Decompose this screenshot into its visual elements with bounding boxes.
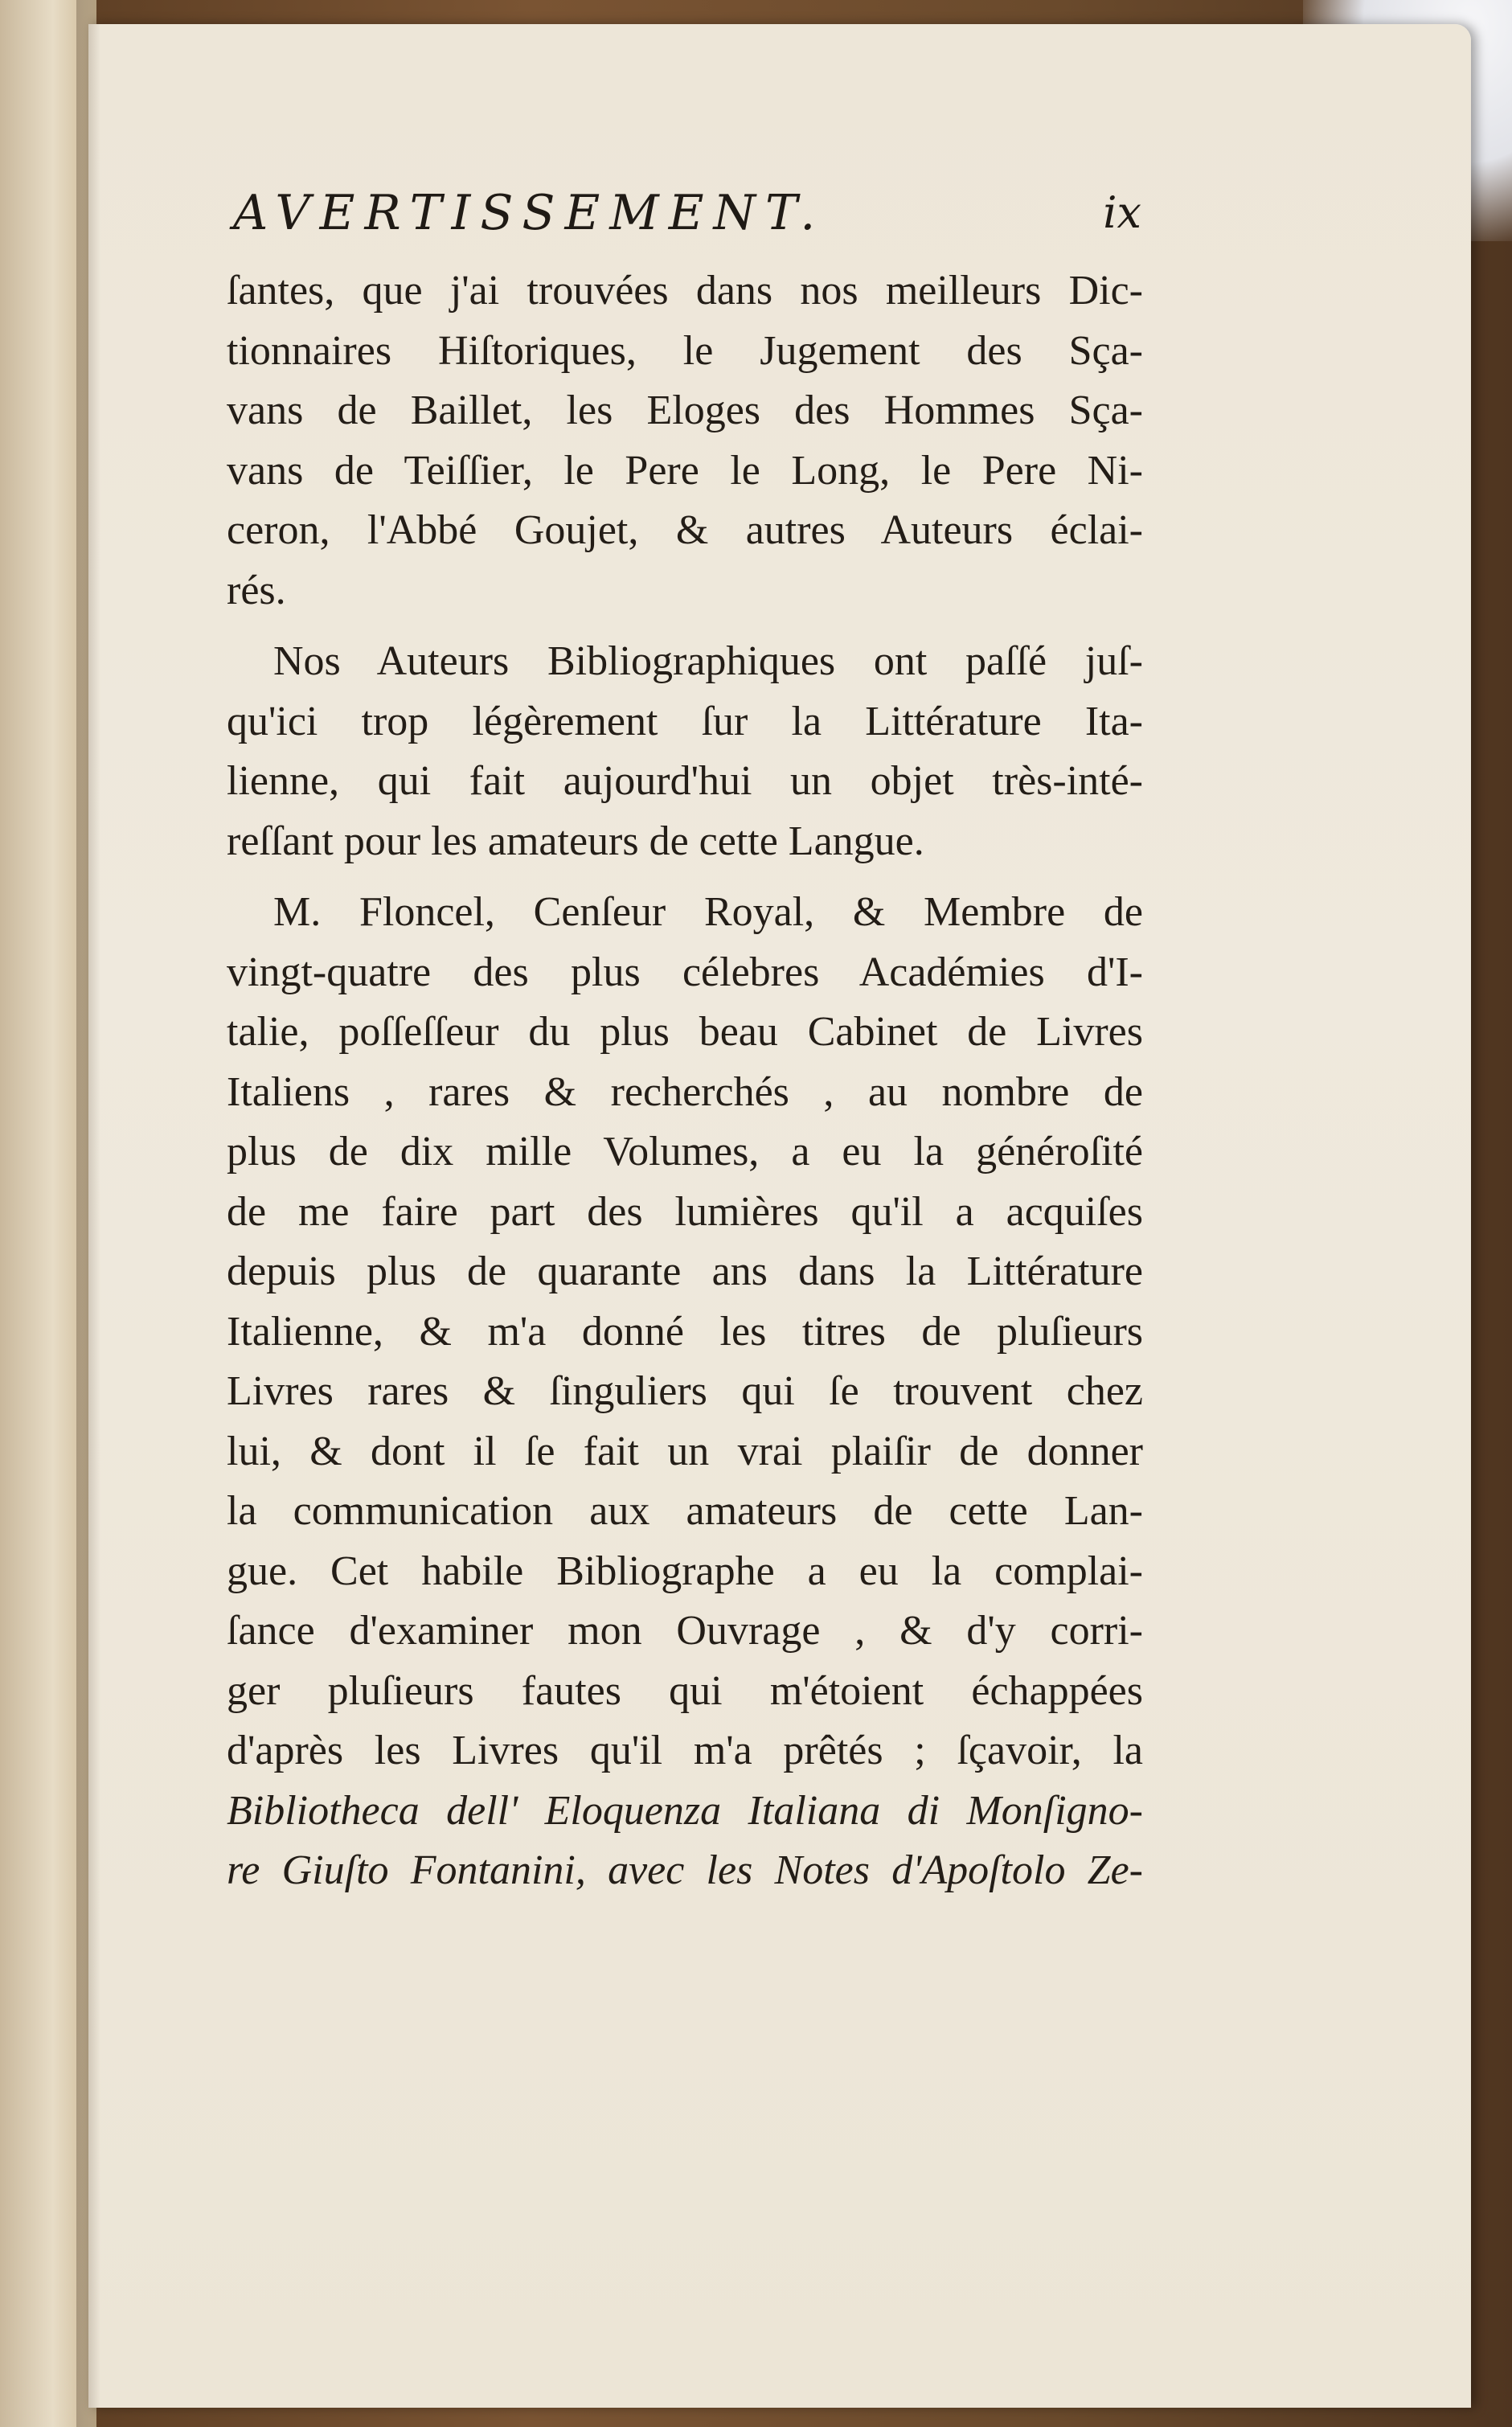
text-line: Livres rares & ſinguliers qui ſe trouvent chez <box>227 1368 1143 1414</box>
text-line: rés. <box>227 567 286 613</box>
running-title: AVERTISSEMENT. <box>233 185 826 241</box>
text-line: la communication aux amateurs de cette Lan- <box>227 1488 1143 1534</box>
text-line: reſſant pour les amateurs de cette Langue. <box>227 818 924 864</box>
text-line: lienne, qui fait aujourd'hui un objet très-inté- <box>227 758 1143 804</box>
text-line: lui, & dont il ſe fait un vrai plaiſir de donner <box>227 1428 1143 1474</box>
text-line: Nos Auteurs Bibliographiques ont paſſé juſ- <box>273 638 1143 684</box>
text-line: ſance d'examiner mon Ouvrage , & d'y corri- <box>227 1608 1143 1654</box>
body-text <box>227 261 1143 1901</box>
text-line: tionnaires Hiſtoriques, le Jugement des Sça- <box>227 327 1143 374</box>
text-line: gue. Cet habile Bibliographe a eu la complai- <box>227 1548 1143 1594</box>
page-header <box>233 173 1141 253</box>
text-line: de me faire part des lumières qu'il a acquiſes <box>227 1188 1143 1235</box>
text-line: d'après les Livres qu'il m'a prêtés ; ſçavoir, la <box>227 1728 1143 1773</box>
text-line: ceron, l'Abbé Goujet, & autres Auteurs éclai- <box>227 507 1143 553</box>
text-line: depuis plus de quarante ans dans la Littérature <box>227 1248 1143 1294</box>
text-line: vans de Baillet, les Eloges des Hommes Sça- <box>227 387 1143 433</box>
text-line: talie, poſſeſſeur du plus beau Cabinet de Livres <box>227 1009 1143 1055</box>
page-number: ix <box>1103 187 1141 238</box>
text-line: vans de Teiſſier, le Pere le Long, le Pere Ni- <box>227 447 1143 494</box>
text-line: Italienne, & m'a donné les titres de pluſieurs <box>227 1308 1143 1355</box>
text-line: ger pluſieurs fautes qui m'étoient échappées <box>227 1667 1143 1714</box>
text-line-italic: Bibliotheca dell' Eloquenza Italiana di Monſigno- <box>227 1787 1143 1834</box>
text-line: Italiens , rares & recherchés , au nombre de <box>227 1068 1143 1115</box>
book-gutter-shadow <box>76 0 100 2427</box>
text-line: plus de dix mille Volumes, a eu la généroſité <box>227 1129 1143 1175</box>
text-line: ſantes, que j'ai trouvées dans nos meilleurs Dic- <box>227 268 1143 314</box>
text-line: vingt-quatre des plus célebres Académies d'I- <box>227 949 1143 995</box>
text-line-italic: re Giuſto Fontanini, avec les Notes d'Apoſtolo Ze- <box>227 1847 1143 1893</box>
text-line: M. Floncel, Cenſeur Royal, & Membre de <box>273 889 1143 935</box>
text-line: qu'ici trop légèrement ſur la Littérature Ita- <box>227 698 1143 744</box>
